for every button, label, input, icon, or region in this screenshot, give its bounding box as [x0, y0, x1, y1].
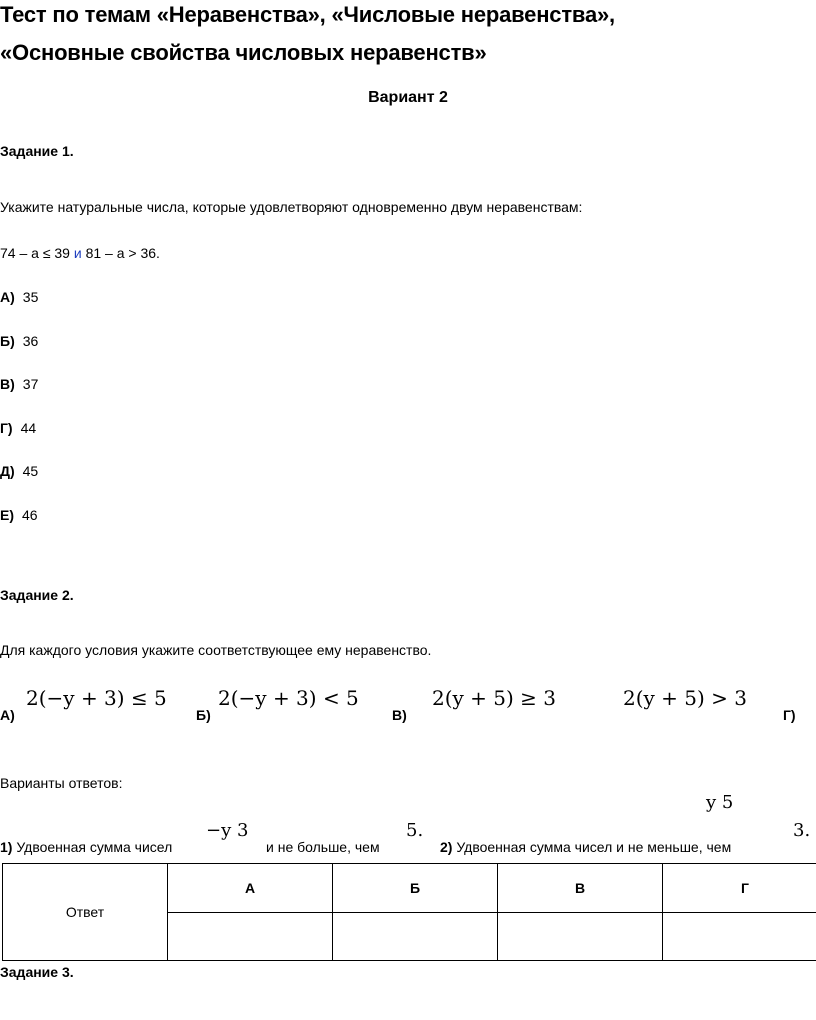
answer-header-b: Б — [333, 864, 498, 913]
answers-heading: Варианты ответов: — [0, 775, 123, 791]
option-value: 36 — [22, 333, 39, 349]
page-title-line1: Тест по темам «Неравенства», «Числовые неравенства», — [0, 2, 615, 27]
formula-label-d: Г) — [783, 707, 796, 723]
option-label: Е) — [0, 507, 14, 523]
answer-cell-c[interactable] — [498, 913, 663, 961]
answer1-limit: 5. — [406, 820, 424, 841]
task1-option-e[interactable] — [0, 463, 38, 479]
task1-question: Укажите натуральные числа, которые удовлетворяют одновременно двум неравенствам: — [0, 199, 583, 215]
answer-header-c: В — [498, 864, 663, 913]
task1-inequality-b: 81 – a > 36. — [85, 245, 160, 261]
formula-a: 2(−y + 3) ≤ 5 — [26, 686, 167, 710]
option-label: Д) — [0, 463, 15, 479]
task1-heading: Задание 1. — [0, 143, 74, 159]
formula-label-b: Б) — [196, 707, 211, 723]
option-label: В) — [0, 376, 15, 392]
task3-heading: Задание 3. — [0, 964, 74, 980]
answer1-numbers: −y 3 — [206, 820, 249, 841]
option-label: Б) — [0, 333, 15, 349]
answer-table — [2, 863, 816, 961]
formula-label-c: В) — [392, 707, 407, 723]
task2-question: Для каждого условия укажите соответствующее ему неравенство. — [0, 642, 432, 658]
answer-header-a: А — [168, 864, 333, 913]
task1-option-b[interactable] — [0, 333, 38, 349]
answer-cell-b[interactable] — [333, 913, 498, 961]
task2-heading: Задание 2. — [0, 587, 74, 603]
answer2-label: 2) — [440, 839, 453, 855]
formula-label-a: А) — [0, 707, 15, 723]
answer1-text-a: Удвоенная сумма чисел — [16, 839, 173, 855]
answer2-line — [440, 839, 731, 855]
answer1-text-b: и не больше, чем — [266, 839, 380, 855]
option-value: 44 — [20, 420, 37, 436]
answer1-label: 1) — [0, 839, 13, 855]
task1-inequalities — [0, 245, 160, 261]
answer-cell-d[interactable] — [663, 913, 816, 961]
task1-option-f[interactable] — [0, 507, 38, 523]
formula-b: 2(−y + 3) < 5 — [218, 686, 359, 710]
option-value: 37 — [22, 376, 39, 392]
answer2-limit: 3. — [793, 820, 811, 841]
answer-header-d: Г — [663, 864, 816, 913]
answer2-text: Удвоенная сумма чисел и не меньше, чем — [456, 839, 732, 855]
option-value: 45 — [22, 463, 39, 479]
page-title-line2: «Основные свойства числовых неравенств» — [0, 40, 487, 65]
formula-d: 2(y + 5) > 3 — [623, 686, 748, 710]
task1-option-a[interactable] — [0, 289, 38, 305]
task1-conjunction: и — [73, 245, 82, 261]
option-label: А) — [0, 289, 15, 305]
task1-inequality-a: 74 – a ≤ 39 — [0, 245, 70, 261]
answer-row-label: Ответ — [3, 864, 168, 961]
option-label: Г) — [0, 420, 13, 436]
option-value: 46 — [22, 507, 38, 523]
variant-heading: Вариант 2 — [368, 89, 448, 106]
answer1-line — [0, 839, 172, 855]
answer2-numbers: y 5 — [706, 792, 734, 813]
formula-c: 2(y + 5) ≥ 3 — [432, 686, 557, 710]
option-value: 35 — [22, 289, 39, 305]
answer-cell-a[interactable] — [168, 913, 333, 961]
task1-option-c[interactable] — [0, 376, 38, 392]
task1-option-d[interactable] — [0, 420, 36, 436]
